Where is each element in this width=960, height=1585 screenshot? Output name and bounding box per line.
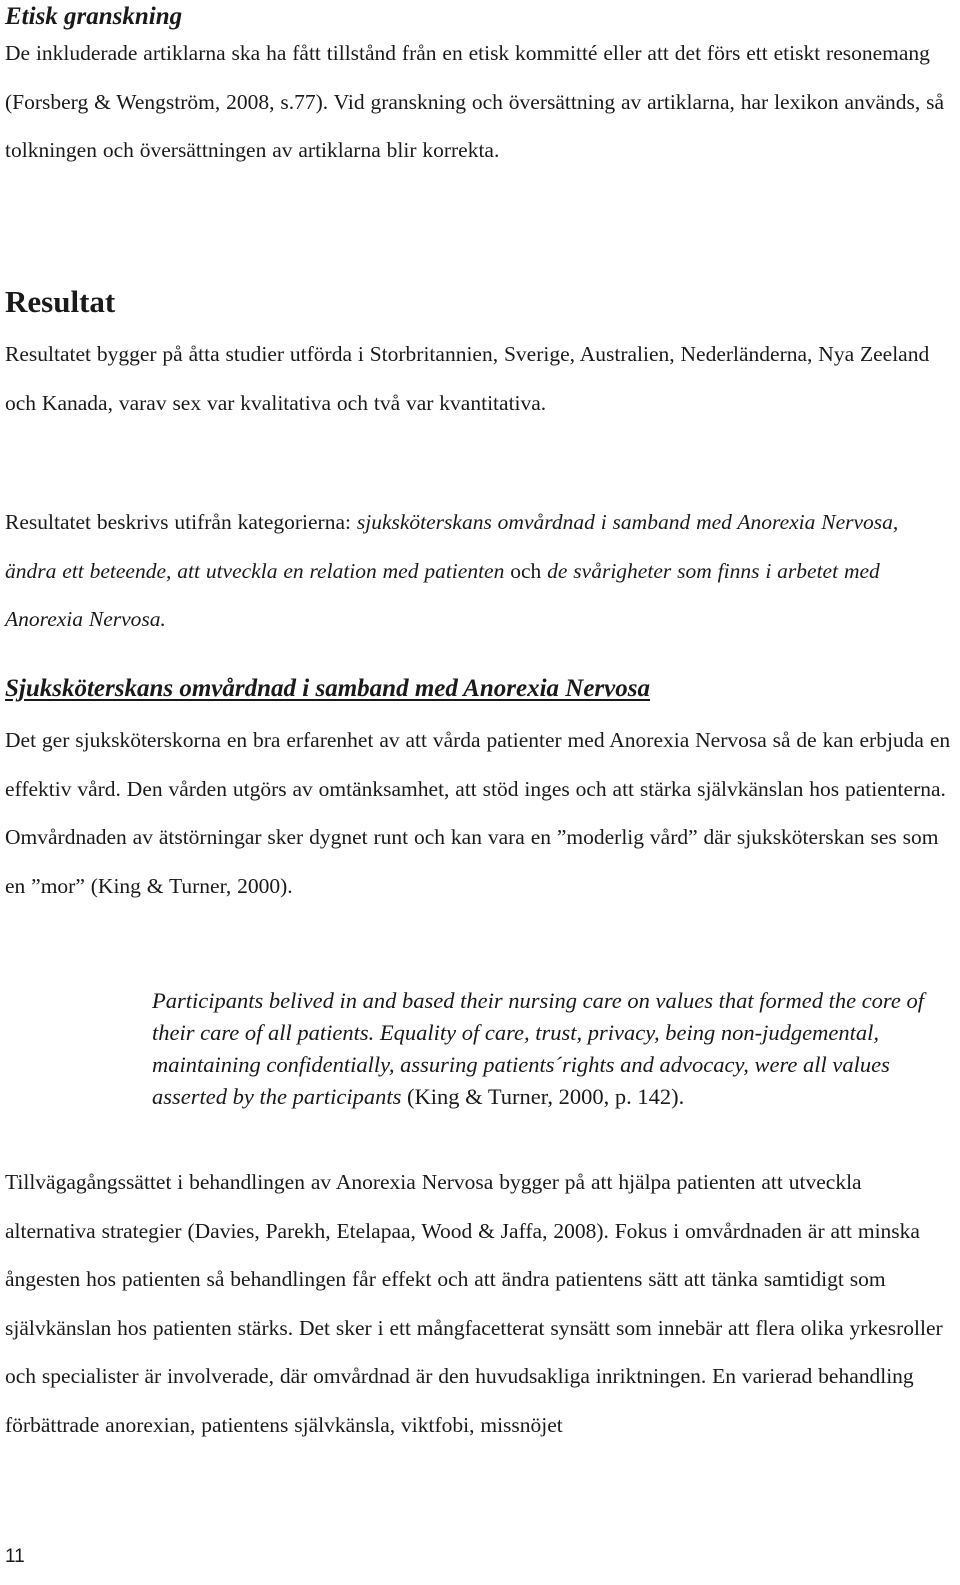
results-joiner: och (504, 558, 548, 583)
section-heading-ethics: Etisk granskning (5, 3, 183, 30)
results-paragraph-2-intro: Resultatet beskrivs utifrån kategorierna: (5, 510, 357, 534)
results-paragraph-2 (5, 498, 953, 644)
nursing-paragraph: Det ger sjuksköterskorna en bra erfarenhet av att vårda patienter med Anorexia Nervosa så de kan erbjuda en effektiv vård. Den vården utgörs av omtänksamhet, att stöd inges och att stärka självkänslan hos patienterna. Omvårdnaden av ätstörningar sker dygnet runt och kan vara en ”moderlig vård” där sjuksköterskan ses som en ”mor” (King & Turner, 2000). (5, 728, 951, 898)
section-heading-nursing: Sjuksköterskans omvårdnad i samband med Anorexia Nervosa (5, 675, 650, 702)
quote-text: Participants belived in and based their nursing care on values that formed the core of their care of all patients. Equality of care, trust, privacy, being non-judgemental, maintaining confidentially, assuring patients´rights and advocacy, were all values asserted by the participants (152, 988, 924, 1109)
results-paragraph-1: Resultatet bygger på åtta studier utförda i Storbritannien, Sverige, Australien, Nederländerna, Nya Zeeland och Kanada, varav sex var kvalitativa och två var kvantitativa. (5, 342, 930, 415)
ethics-paragraph: De inkluderade artiklarna ska ha fått tillstånd från en etisk kommitté eller att det förs ett etiskt resonemang (Forsberg & Wengström, 2008, s.77). Vid granskning och översättning av artiklarna, har lexikon används, så tolkningen och översättningen av artiklarna blir korrekta. (5, 41, 945, 162)
results-categories-a: sjuksköterskans omvårdnad i samband med Anorexia Nervosa, ändra ett beteende, att utveckla en relation med patienten (5, 510, 899, 583)
quote-citation: (King & Turner, 2000, p. 142). (401, 1084, 685, 1109)
block-quote (152, 985, 942, 1113)
results-categories-b: de svårigheter som finns i arbetet med Anorexia Nervosa. (5, 558, 880, 631)
page-number: 11 (5, 1546, 25, 1567)
treatment-paragraph: Tillvägagångssättet i behandlingen av Anorexia Nervosa bygger på att hjälpa patienten att utveckla alternativa strategier (Davies, Parekh, Etelapaa, Wood & Jaffa, 2008). Fokus i omvårdnaden är att minska ångesten hos patienten så behandlingen får effekt och att ändra patientens sätt att tänka samtidigt som självkänslan hos patienten stärks. Det sker i ett mångfacetterat synsätt som innebär att flera olika yrkesroller och specialister är involverade, där omvårdnad är den huvudsakliga inriktningen. En varierad behandling förbättrade anorexian, patientens självkänsla, viktfobi, missnöjet (5, 1170, 943, 1437)
section-heading-results: Resultat (5, 284, 116, 319)
